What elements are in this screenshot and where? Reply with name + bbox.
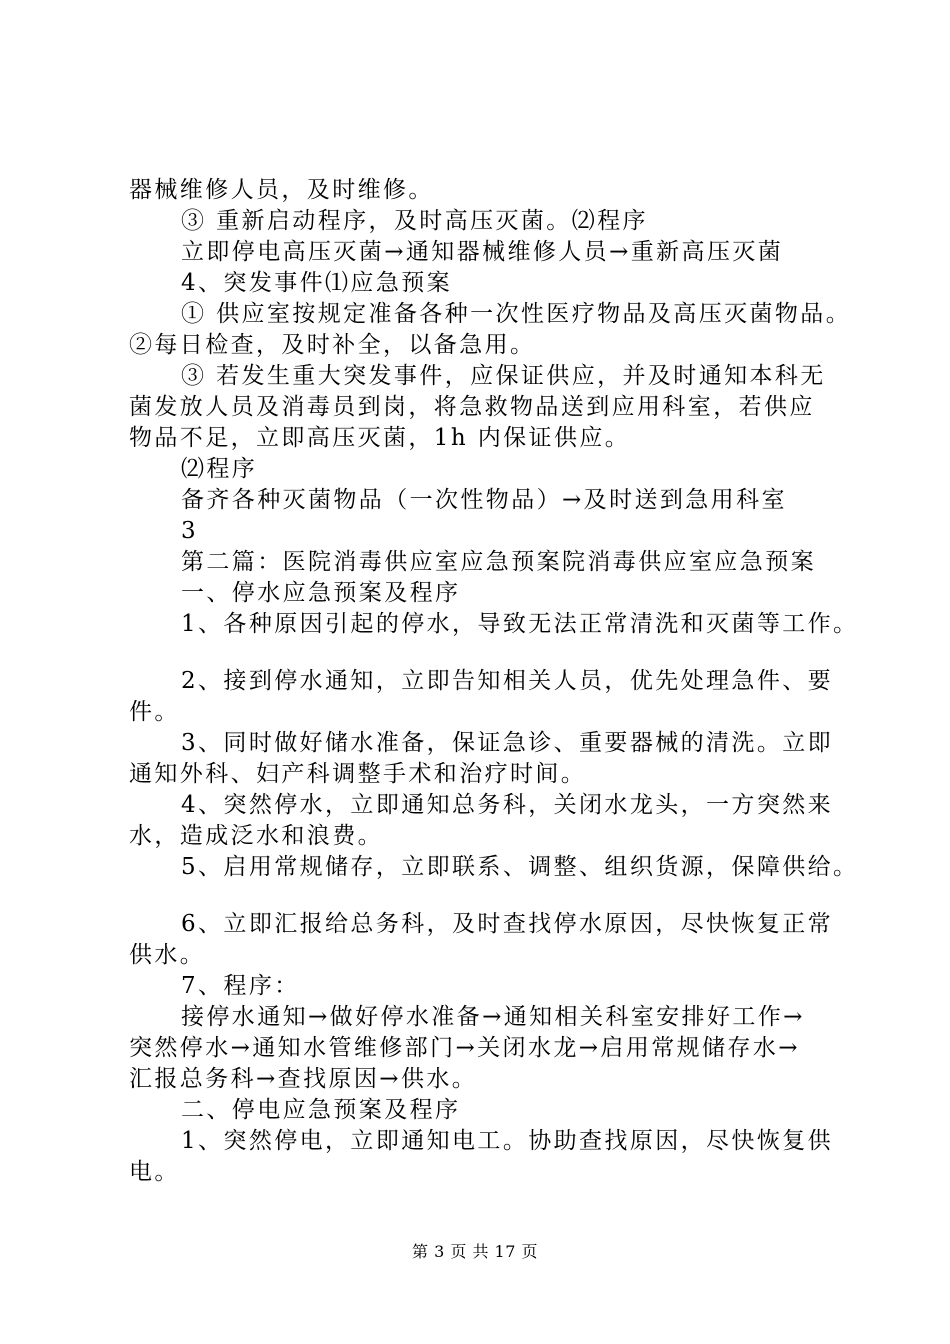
- body-line: 器械维修人员，及时维修。: [129, 177, 434, 203]
- body-line: 通知外科、妇产科调整手术和治疗时间。: [129, 761, 587, 787]
- body-line: 菌发放人员及消毒员到岗，将急救物品送到应用科室，若供应: [129, 394, 815, 420]
- body-line: 立即停电高压灭菌→通知器械维修人员→重新高压灭菌: [181, 239, 784, 265]
- body-line: ⑵程序: [181, 456, 258, 482]
- body-line: 6、立即汇报给总务科，及时查找停水原因，尽快恢复正常: [181, 911, 834, 937]
- body-line: 5、启用常规储存，立即联系、调整、组织货源，保障供给。: [181, 854, 859, 880]
- page-footer: 第 3 页 共 17 页: [412, 1242, 538, 1261]
- body-line: 1、突然停电，立即通知电工。协助查找原因，尽快恢复供: [181, 1128, 834, 1154]
- body-line: 件。: [129, 699, 180, 725]
- body-line: 电。: [129, 1159, 180, 1185]
- body-line: 4、突然停水，立即通知总务科，关闭水龙头，一方突然来: [181, 792, 834, 818]
- body-line: 1、各种原因引起的停水，导致无法正常清洗和灭菌等工作。: [181, 611, 859, 637]
- body-line: 接停水通知→做好停水准备→通知相关科室安排好工作→: [181, 1004, 805, 1030]
- body-line: 4、突发事件⑴应急预案: [181, 270, 453, 296]
- body-line: 3: [181, 518, 199, 544]
- body-line: ① 供应室按规定准备各种一次性医疗物品及高压灭菌物品。: [181, 301, 852, 327]
- body-line: 备齐各种灭菌物品（一次性物品）→及时送到急用科室: [181, 487, 787, 513]
- body-line: ②每日检查，及时补全，以备急用。: [129, 332, 536, 358]
- body-line: 2、接到停水通知，立即告知相关人员，优先处理急件、要: [181, 668, 834, 694]
- section-heading: 一、停水应急预案及程序: [181, 580, 461, 606]
- body-line: 物品不足，立即高压灭菌，1h 内保证供应。: [129, 425, 631, 451]
- section-title: 第二篇：医院消毒供应室应急预案院消毒供应室应急预案: [181, 549, 816, 575]
- body-line: 汇报总务科→查找原因→供水。: [129, 1066, 478, 1092]
- body-line: 7、程序：: [181, 973, 300, 999]
- body-line: 供水。: [129, 942, 206, 968]
- body-line: ③ 重新启动程序，及时高压灭菌。⑵程序: [181, 208, 648, 234]
- body-line: ③ 若发生重大突发事件，应保证供应，并及时通知本科无: [181, 363, 826, 389]
- body-line: 水，造成泛水和浪费。: [129, 823, 383, 849]
- body-line: 突然停水→通知水管维修部门→关闭水龙→启用常规储存水→: [129, 1035, 800, 1061]
- body-line: 3、同时做好储水准备，保证急诊、重要器械的清洗。立即: [181, 730, 834, 756]
- section-heading: 二、停电应急预案及程序: [181, 1097, 461, 1123]
